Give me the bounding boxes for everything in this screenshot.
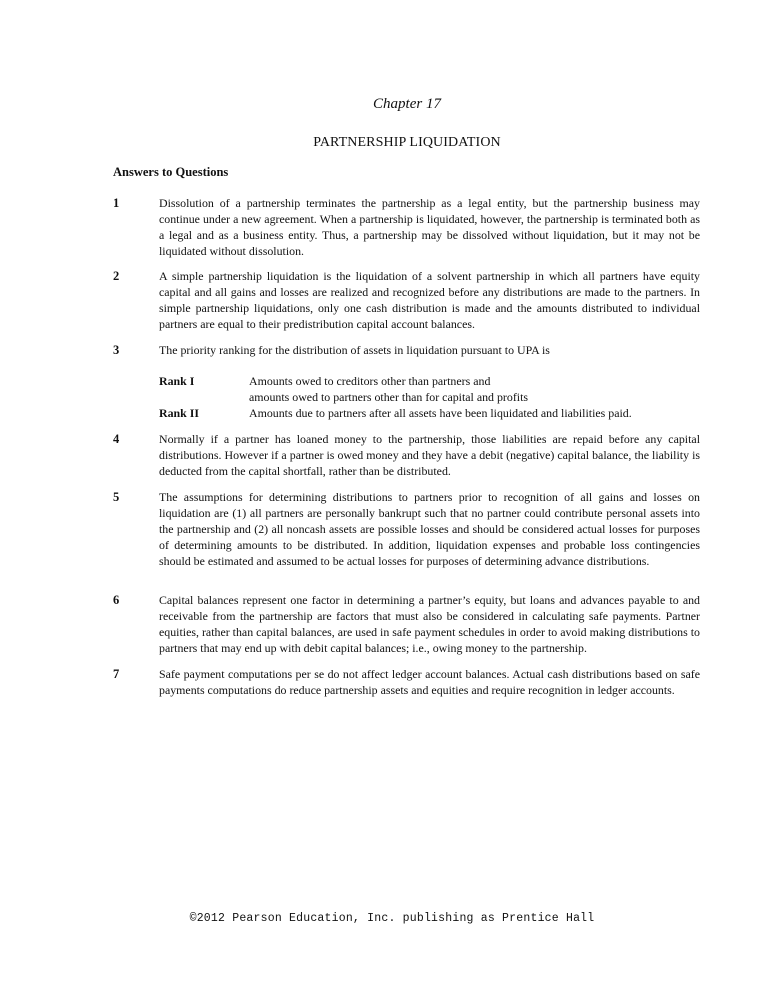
answer-text: Dissolution of a partnership terminates the partnership as a legal entity, but the partnership business may continue under a new agreement. When a partnership is liquidated, however, the partnership is terminated both as a legal and as a business entity. Thus, a partnership may be dissolved without liquidation, but it may not be liquidated without dissolution. [159, 196, 700, 258]
priority-ranking [159, 373, 700, 421]
answer-text: Safe payment computations per se do not affect ledger account balances. Actual cash distributions based on safe payments computations do reduce partnership assets and equities and require recognition in ledger accounts. [159, 667, 700, 697]
answer-text: A simple partnership liquidation is the liquidation of a solvent partnership in which all partners have equity capital and all gains and losses are realized and recognized before any distributions are made to the partners. In simple partnership liquidations, only one cash distribution is made and the amounts distributed to individual partners are equal to their predistribution capital account balances. [159, 269, 700, 331]
question-number: 2 [113, 269, 120, 283]
answer-text: The assumptions for determining distributions to partners prior to recognition of all gains and losses on liquidation are (1) all partners are personally bankrupt such that no partner could contribute personal assets into the partnership and (2) all noncash assets are possible losses and should be considered actual losses for purposes of determining amounts to be distributed. In addition, liquidation expenses and probable loss contingencies should be estimated and assumed to be actual losses for purposes of determining advance distributions. [159, 490, 700, 568]
chapter-label: Chapter 17 [373, 96, 441, 112]
rank-1-description: Amounts owed to creditors other than partners and [249, 374, 491, 388]
rank-2-label: Rank II [159, 406, 199, 420]
rank-2-description: Amounts due to partners after all assets have been liquidated and liabilities paid. [249, 406, 632, 420]
question-number: 3 [113, 343, 120, 357]
question-number: 5 [113, 490, 120, 504]
question-number: 1 [113, 196, 120, 210]
rank-1-label: Rank I [159, 374, 195, 388]
question-number: 7 [113, 667, 120, 681]
answer-text: The priority ranking for the distribution of assets in liquidation pursuant to UPA is [159, 343, 550, 357]
rank-1-description-continued: amounts owed to partners other than for capital and profits [249, 390, 529, 404]
question-number: 4 [113, 432, 120, 446]
answer-text: Capital balances represent one factor in determining a partner’s equity, but loans and advances payable to and receivable from the partnership are factors that must also be considered in calculating safe payments. Partner equities, rather than capital balances, are used in safe payment schedules in order to avoid making distributions to partners that may end up with debit capital balances; i.e., owing money to the partnership. [159, 593, 700, 655]
copyright-footer: ©2012 Pearson Education, Inc. publishing as Prentice Hall [189, 912, 595, 925]
answer-text: Normally if a partner has loaned money to the partnership, those liabilities are repaid before any capital distributions. However if a partner is owed money and they have a debit (negative) capital balance, the liability is deducted from the capital shortfall, rather than be distributed. [159, 432, 700, 478]
question-number: 6 [113, 593, 120, 607]
section-heading: Answers to Questions [113, 165, 229, 179]
chapter-title: PARTNERSHIP LIQUIDATION [313, 135, 501, 150]
